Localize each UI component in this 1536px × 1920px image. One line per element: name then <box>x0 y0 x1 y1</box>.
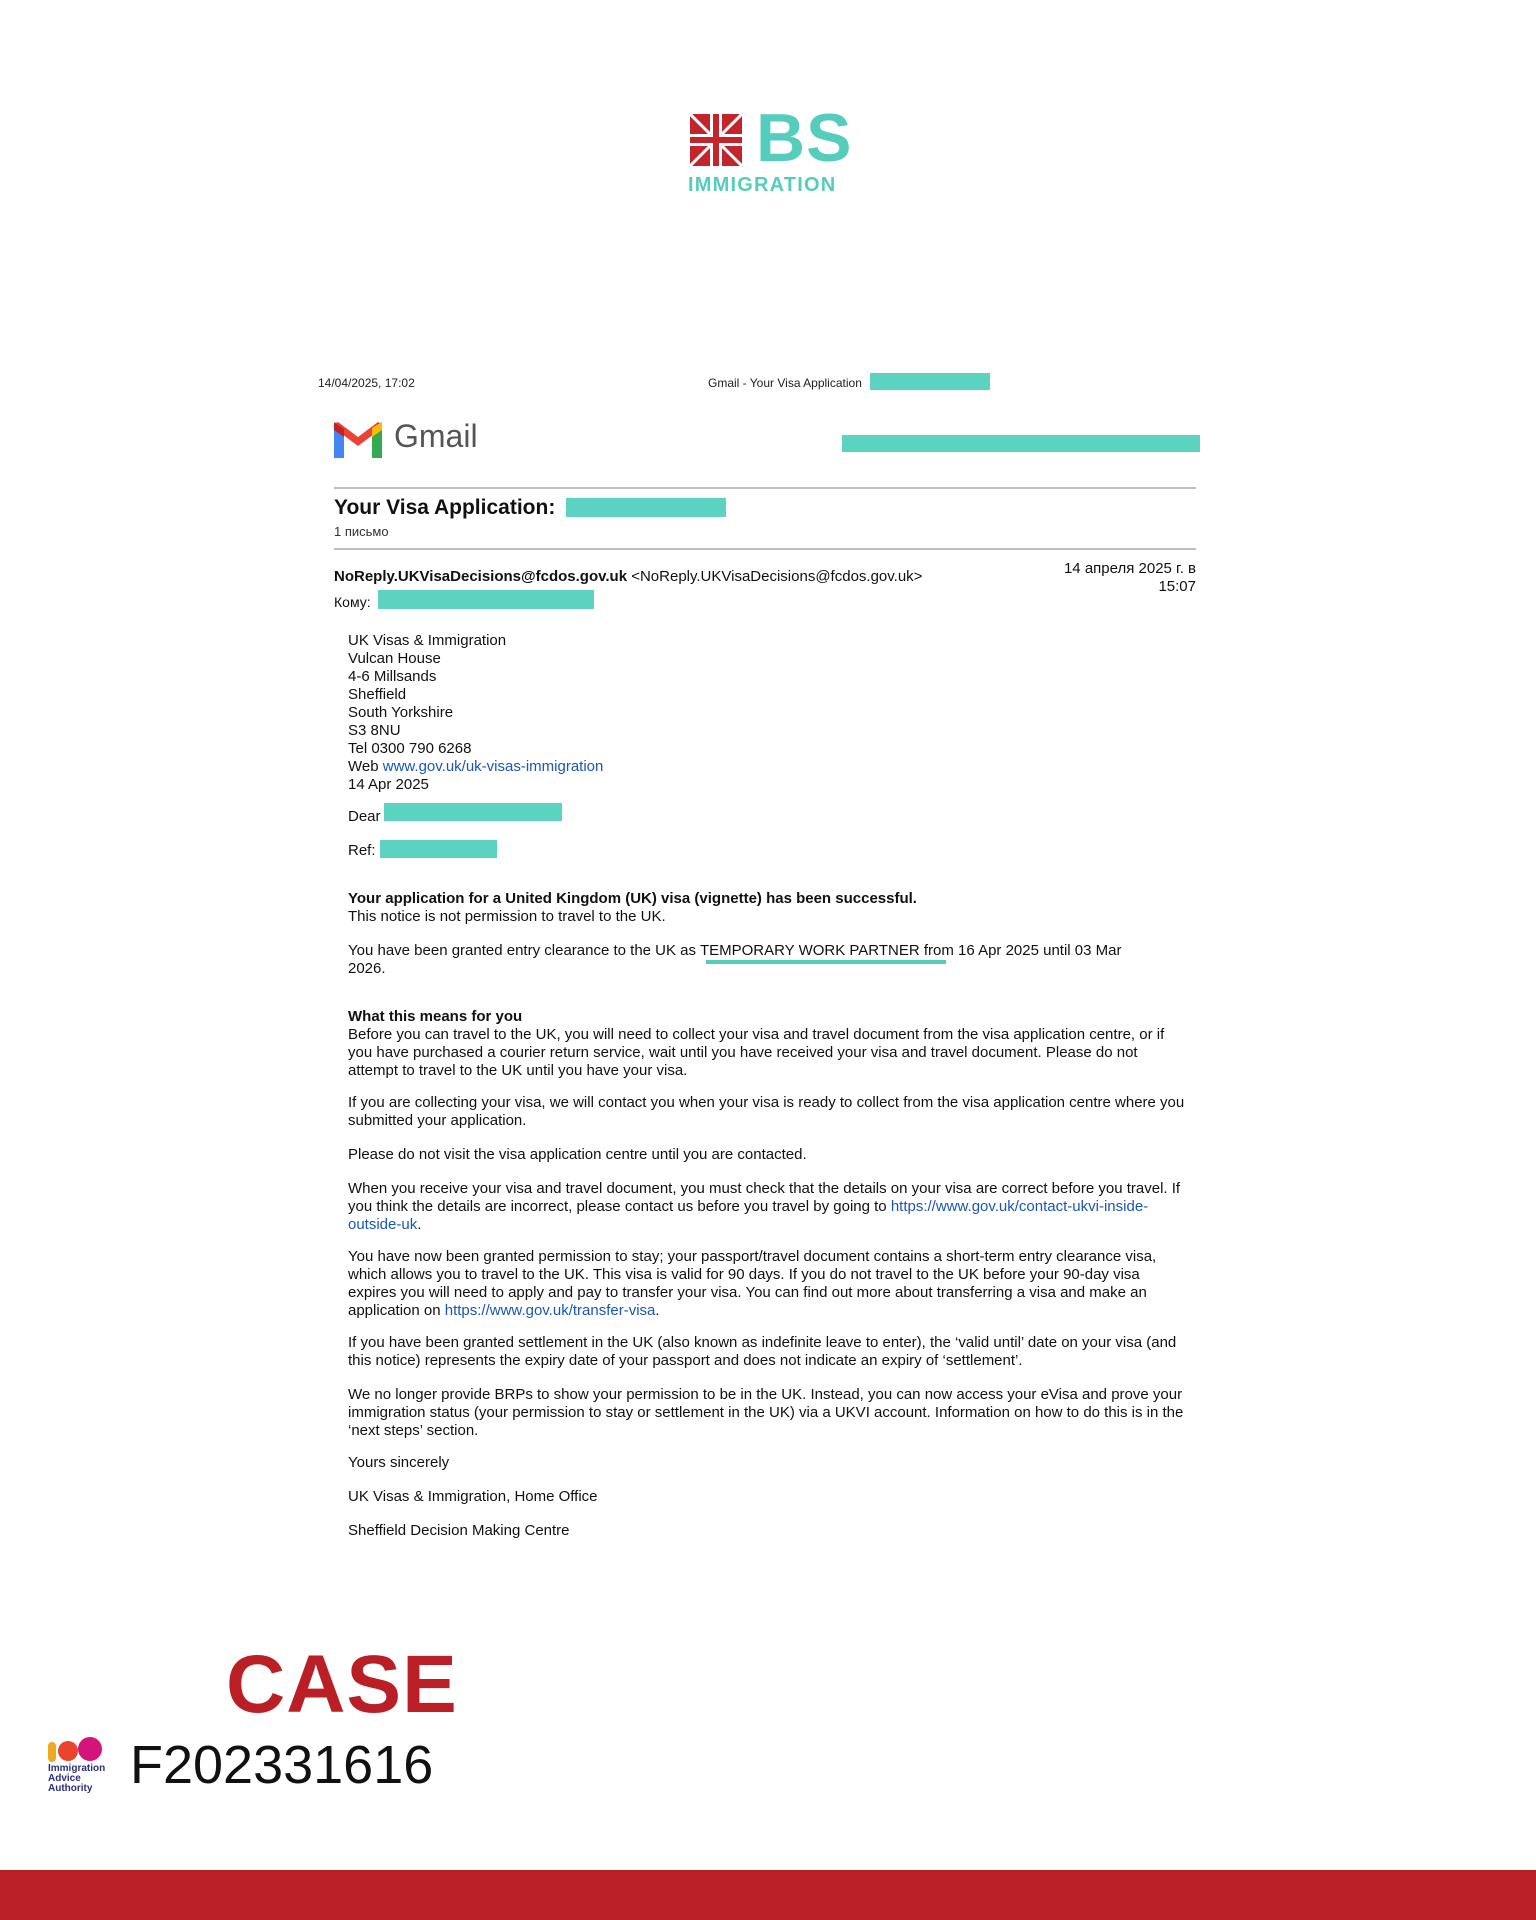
address-line: UK Visas & Immigration <box>348 632 507 649</box>
closing: Yours sincerely <box>348 1454 450 1471</box>
case-label: CASE <box>226 1639 458 1730</box>
union-jack-icon <box>690 114 742 166</box>
dear-label: Dear <box>348 808 381 825</box>
address-line: Sheffield <box>348 686 407 703</box>
granted-category: TEMPORARY WORK PARTNER <box>699 942 920 959</box>
letter-date: 14 Apr 2025 <box>348 776 429 793</box>
print-title: Gmail - Your Visa Application <box>708 376 862 390</box>
footer-bar <box>0 1870 1536 1920</box>
ref-label: Ref: <box>348 842 376 859</box>
address-line: Tel 0300 790 6268 <box>348 740 472 757</box>
print-date: 14/04/2025, 17:02 <box>318 376 415 390</box>
gmail-wordmark: Gmail <box>394 418 478 454</box>
email-date <box>1064 560 1196 596</box>
sender-name: NoReply.UKVisaDecisions@fcdos.gov.uk <box>334 568 628 585</box>
gmail-m-icon <box>334 422 382 458</box>
redaction-block <box>842 435 1200 452</box>
paragraph-contact: If you are collecting your visa, we will contact you when your visa is ready to collect from the visa application centre where you submitted your application. <box>348 1094 1185 1129</box>
email-date-line2: 15:07 <box>1158 578 1196 595</box>
granted-year: 2026. <box>348 960 386 977</box>
sender-email: <NoReply.UKVisaDecisions@fcdos.gov.uk> <box>631 568 923 585</box>
iaa-logo-icon <box>48 1736 104 1762</box>
web-link[interactable]: www.gov.uk/uk-visas-immigration <box>382 758 604 775</box>
paragraph-brp: We no longer provide BRPs to show your permission to be in the UK. Instead, you can now access your eVisa and prove your immigration status (your permission to stay or settlement in the UK) via a UKVI account. Information on how to do this is in the ‘next steps’ section. <box>348 1386 1184 1439</box>
paragraph-check: When you receive your visa and travel document, you must check that the details on your visa are correct before you travel. If you think the details are incorrect, please contact us before you travel by going to https://www.gov.uk/contact-ukvi-inside-outside-uk. <box>348 1180 1181 1233</box>
brand-logo <box>688 100 853 198</box>
address-web <box>348 758 603 776</box>
means-heading: What this means for you <box>348 1008 523 1025</box>
address-line: Vulcan House <box>348 650 441 667</box>
case-number: F202331616 <box>130 1735 434 1795</box>
address-block <box>348 632 603 794</box>
highlight-underline <box>706 960 946 964</box>
paragraph-settlement: If you have been granted settlement in the UK (also known as indefinite leave to enter), the ‘valid until’ date on your visa (and this notice) represents the expiry date of your passport and does not indicate an expiry of ‘settlement’. <box>348 1334 1177 1369</box>
redaction-block <box>384 803 562 821</box>
redaction-block <box>566 498 726 517</box>
granted-prefix: You have been granted entry clearance to the UK as <box>348 942 697 959</box>
address-line: 4-6 Millsands <box>348 668 437 685</box>
redaction-block <box>380 840 497 858</box>
iaa-line: Authority <box>48 1783 93 1794</box>
divider <box>334 548 1196 550</box>
signature-line-1: UK Visas & Immigration, Home Office <box>348 1488 598 1505</box>
iaa-logo <box>48 1736 122 1800</box>
paragraph-do-not-visit: Please do not visit the visa application centre until you are contacted. <box>348 1146 807 1163</box>
web-label: Web <box>348 758 379 775</box>
address-line: S3 8NU <box>348 722 401 739</box>
email-subject: Your Visa Application: <box>334 496 556 519</box>
paragraph-stay: You have now been granted permission to stay; your passport/travel document contains a short-term entry clearance visa, which allows you to travel to the UK. This visa is valid for 90 days. If you do not travel to the UK before your 90-day visa expires you will need to apply and pay to transfer your visa. You can find out more about transferring a visa and make an application on https://www.gov.uk/transfer-visa. <box>348 1248 1157 1319</box>
redaction-block <box>378 590 594 609</box>
granted-suffix: from 16 Apr 2025 until 03 Mar <box>923 942 1122 959</box>
to-label: Кому: <box>334 594 371 610</box>
brand-name: BS <box>756 100 853 176</box>
brand-subtitle: IMMIGRATION <box>688 174 837 196</box>
email-sender <box>334 568 922 585</box>
iaa-line: Immigration <box>48 1763 106 1774</box>
contact-ukvi-link[interactable]: https://www.gov.uk/contact-ukvi-inside-outside-uk <box>348 1198 1149 1233</box>
letter-notice: This notice is not permission to travel to the UK. <box>348 908 666 925</box>
iaa-text <box>48 1764 105 1794</box>
iaa-line: Advice <box>48 1773 81 1784</box>
address-line: South Yorkshire <box>348 704 454 721</box>
signature-line-2: Sheffield Decision Making Centre <box>348 1522 570 1539</box>
redaction-block <box>870 373 990 390</box>
paragraph-collect: Before you can travel to the UK, you will need to collect your visa and travel document from the visa application centre, or if you have purchased a courier return service, wait until you have received your visa and travel document. Please do not attempt to travel to the UK until you have your visa. <box>348 1026 1165 1079</box>
message-count: 1 письмо <box>334 524 389 539</box>
check-text: When you receive your visa and travel document, you must check that the details on your visa are correct before you travel. If you think the details are incorrect, please contact us before you travel by going to <box>348 1180 1181 1215</box>
stay-text: You have now been granted permission to stay; your passport/travel document contains a short-term entry clearance visa, which allows you to travel to the UK. This visa is valid for 90 days. If you do not travel to the UK before your 90-day visa expires you will need to apply and pay to transfer your visa. You can find out more about transferring a visa and make an application on <box>348 1248 1157 1319</box>
transfer-visa-link[interactable]: https://www.gov.uk/transfer-visa <box>444 1302 656 1319</box>
letter-headline: Your application for a United Kingdom (UK) visa (vignette) has been successful. <box>348 890 917 907</box>
email-date-line1: 14 апреля 2025 г. в <box>1063 560 1196 577</box>
divider <box>334 487 1196 489</box>
